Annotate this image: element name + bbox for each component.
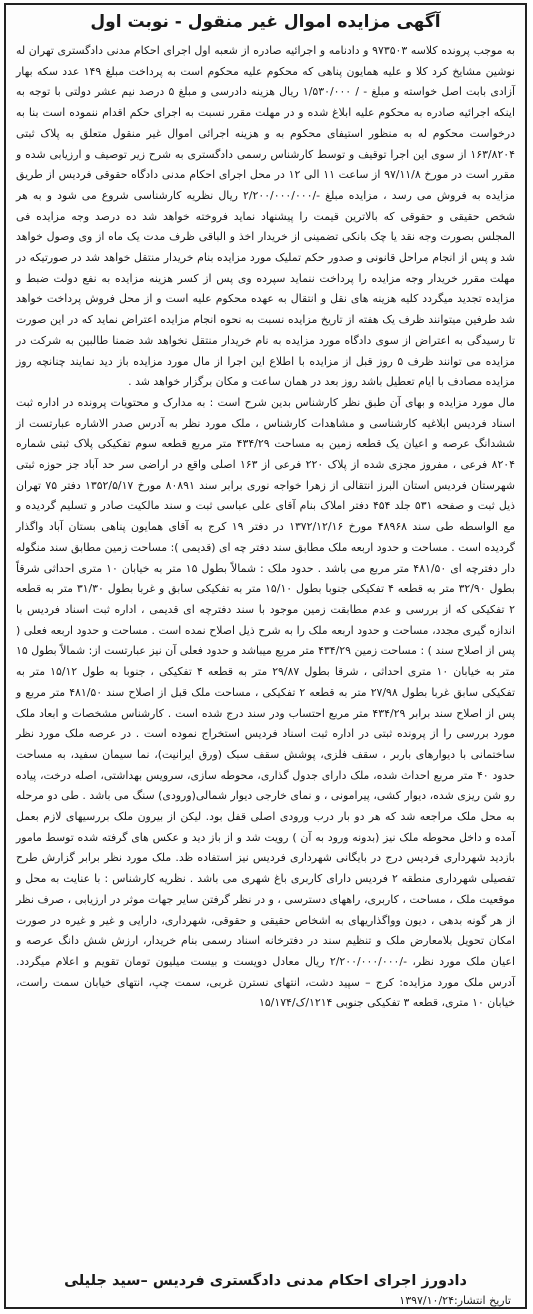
notice-frame xyxy=(4,3,527,1309)
notice-body xyxy=(16,41,515,1014)
publication-date: تاریخ انتشار:۱۳۹۷/۱۰/۲۴ xyxy=(399,1294,511,1307)
notice-title: آگهی مزایده اموال غیر منقول - نوبت اول xyxy=(90,12,441,32)
notice-paragraph-2: مال مورد مزایده و بهای آن طبق نظر کارشناس بدین شرح است : به مدارک و محتویات پرونده در اداره ثبت اسناد فردیس ابلاغیه کارشناسی و مشاهدات کارشناس ، ملک مورد نظر به آدرس صدر الاشاره عبارتست از ششدانگ عرصه و اعیان یک قطعه زمین به مساحت ۴۳۴/۲۹ متر مربع قطعه سوم تفکیکی پلاک ثبتی شماره ۸۲۰۴ فرعی ، مفروز مجزی شده از پلاک ۲۲۰ فرعی از ۱۶۳ اصلی واقع در اراضی سر حد آباد جز حوزه ثبتی شهرستان فردیس استان البرز انتقالی از زهرا خواجه نوری برابر سند ۸۰۸۹۱ مورخ ۱۳۵۲/۵/۱۷ دفتر ۷۵ تهران ذیل ثبت و صفحه ۵۳۱ جلد ۴۵۴ دفتر املاک بنام آقای علی عباسی ثبت و سند مالکیت صادر و تسلیم گردیده و مع الواسطه طی سند ۴۸۹۶۸ مورخ ۱۳۷۲/۱۲/۱۶ در دفتر ۱۹ کرج به آقای همایون پناهی بستان آباد واگذار گردیده است . مساحت و حدود اربعه ملک مطابق سند دفتر چه ای (قدیمی ): مساحت زمین مطابق سند منگوله دار دفترچه ای ۴۸۱/۵۰ متر مربع می باشد . حدود ملک : شمالاً بطول ۱۵ متر به خیابان ۱۰ متری احداثی شرقاً بطول ۳۲/۹۰ متر به قطعه ۴ تفکیکی جنوبا بطول ۱۵/۱۰ متر به تفکیکی سابق و غربا بطول ۳۱/۳۰ متر به قطعه ۲ تفکیکی که از بررسی و عدم مطابقت زمین موجود با سند دفترچه ای قدیمی ، اداره ثبت اسناد فردیس با اندازه گیری مجدد، مساحت و حدود اربعه ملک را به شرح ذیل اصلاح نمده است . مساحت و حدود اربعه فعلی ( پس از اصلاح سند ) : مساحت زمین ۴۳۴/۲۹ متر مربع میباشد و حدود فعلی آن نیز عبارتست از: شمالاً بطول ۱۵ متر به خیابان ۱۰ متری احداثی ، شرقا بطول ۲۹/۸۷ متر به قطعه ۴ تفکیکی ، جنوبا به طول ۱۵/۱۲ متر به تفکیکی سابق غربا بطول ۲۷/۹۸ متر به قطعه ۲ تفکیکی ، مساحت ملک قبل از اصلاح سند ۴۸۱/۵۰ متر مربع و پس از اصلاح سند برابر ۴۳۴/۲۹ متر مربع احتساب ودر سند درج شده است . کارشناس مشخصات و ابعاد ملک مورد بررسی را از پرونده ثبتی در اداره ثبت اسناد فردیس استخراج نموده است . در عرصه ملک مورد نظر ساختمانی با دیوارهای باربر ، سقف فلزی، پوشش سقف سبک (ورق ایرانیت)، نما سیمان سفید، به مساحت حدود ۴۰ متر مربع احداث شده، ملک دارای جدول گذاری، محوطه سازی، سرویس بهداشتی، اصله درخت، پیاده رو شن ریزی شده، دیوار کشی، پیرامونی ، و نمای خارجی دیوار شمالی(ورودی) سنگ می باشد . طی دو مرحله به محل ملک مراجعه شد که هر دو بار درب ورودی اصلی قفل بود. لیکن از بیرون ملک بررسیهای لازم بعمل آمده و داخل محوطه ملک نیز (بدونه ورود به آن ) رویت شد و از باز دید و عکس های گرفته شده توسط مامور بازدید شهرداری فردیس درج در بایگانی شهرداری فردیس نیز استفاده ظد. ملک مورد نظر برابر گزارش طرح تفصیلی شهرداری منطقه ۲ فردیس دارای کاربری باغ شهری می باشد . نظریه کارشناس : با عنایت به محل و موقعیت ملک ، مساحت ، کاربری، راههای دسترسی ، و در نظر گرفتن سایر جهات موثر در ارزیابی ، صرف نظر از هر گونه بدهی ، دیون وواگذاریهای به اشخاص حقیقی و حقوقی، شهرداری، دارایی و غیر و غیره در صورت امکان تحویل بلامعارض ملک و تنظیم سند در دفترخانه اسناد رسمی بنام خریدار، ارزش شش دانگ عرصه و اعیان ملک مورد نظر، -/۲/۲۰۰/۰۰۰/۰۰۰ ریال معادل دویست و بیست میلیون تومان تقویم و اعلام میگردد. آدرس ملک مورد مزایده: کرج – سپید دشت، انتهای نسترن غربی، سمت چپ، انتهای خیابان سمت راست، خیابان ۱۰ متری، قطعه ۳ تفکیکی جنوبی ۱۲۱۴/ک/۱۵/۱۷۴ xyxy=(16,395,516,1010)
notice-paragraph-1: به موجب پرونده کلاسه ۹۷۳۵۰۳ و دادنامه و اجرائیه صادره از شعبه اول اجرای احکام مدنی دادگستری تهران له نوشین مشایخ کرد کلا و علیه همایون پناهی که محکوم علیه محکوم است به پرداخت مبلغ ۱۴۹ عدد سکه بهار آزادی بابت اصل خواسته و مبلغ - / ۱/۵۳۰/۰۰۰ ریال هزینه دادرسی و مبلغ ۵ درصد نیم عشر دولتی با توجه به اینکه اجرائیه صادره به محکوم علیه ابلاغ شده و در مهلت مقرر نسبت به اجرای حکم اقدام ننموده است بنا به درخواست محکوم له به منظور استیفای محکوم به و هزینه اجرائی اموال غیر منقول متعلق به پلاک ثبتی ۱۶۳/۸۲۰۴ از سوی این اجرا توقیف و توسط کارشناس رسمی دادگستری به شرح زیر توصیف و ارزیابی شده و مقرر است در مورخ ۹۷/۱۱/۸ از ساعت ۱۱ الی ۱۲ در محل اجرای احکام مدنی دادگاه حقوقی فردیس از طریق مزایده به فروش می رسد ، مزایده مبلغ -/۲/۲۰۰/۰۰۰/۰۰۰ ریال نظریه کارشناسی شروع می شود و به هر شخص حقیقی و حقوقی که بالاترین قیمت را پیشنهاد نماید فروخته خواهد شد ده درصد وجه مزایده فی المجلس بصورت وجه نقد یا چک بانکی تضمینی از خریدار اخذ و الباقی ظرف مدت یک ماه از وی وصول خواهد شد و پس از انجام مراحل قانونی و صدور حکم تملیک مورد مزایده بنام خریدار منتقل خواهد شد در صورتیکه در مهلت مقرر خریدار وجه مزایده را پرداخت ننماید سپرده وی پس از کسر هزینه مزایده به نفع دولت ضبط و مزایده تجدید میگردد کلیه هزینه های نقل و انتقال به عهده محکوم علیه است و از محل فروش پرداخت خواهد شد طرفین میتوانند ظرف یک هفته از تاریخ مزایده نسبت به نحوه انجام مزایده اعتراض نماید که در این صورت تا رسیدگی به اعتراض از سوی دادگاه مورد مزایده به نام خریدار منتقل نخواهد شد ضمنا طالبین به شرکت در مزایده می توانند ظرف ۵ روز قبل از مزایده با اطلاع این اجرا از مال مورد مزایده باز دید نمایند چنانچه روز مزایده مصادف با ایام تعطیل باشد روز بعد در همان ساعت و مکان برگزار خواهد شد . xyxy=(16,44,516,389)
signature: دادورز اجرای احکام مدنی دادگستری فردیس –سید جلیلی xyxy=(64,1273,467,1289)
